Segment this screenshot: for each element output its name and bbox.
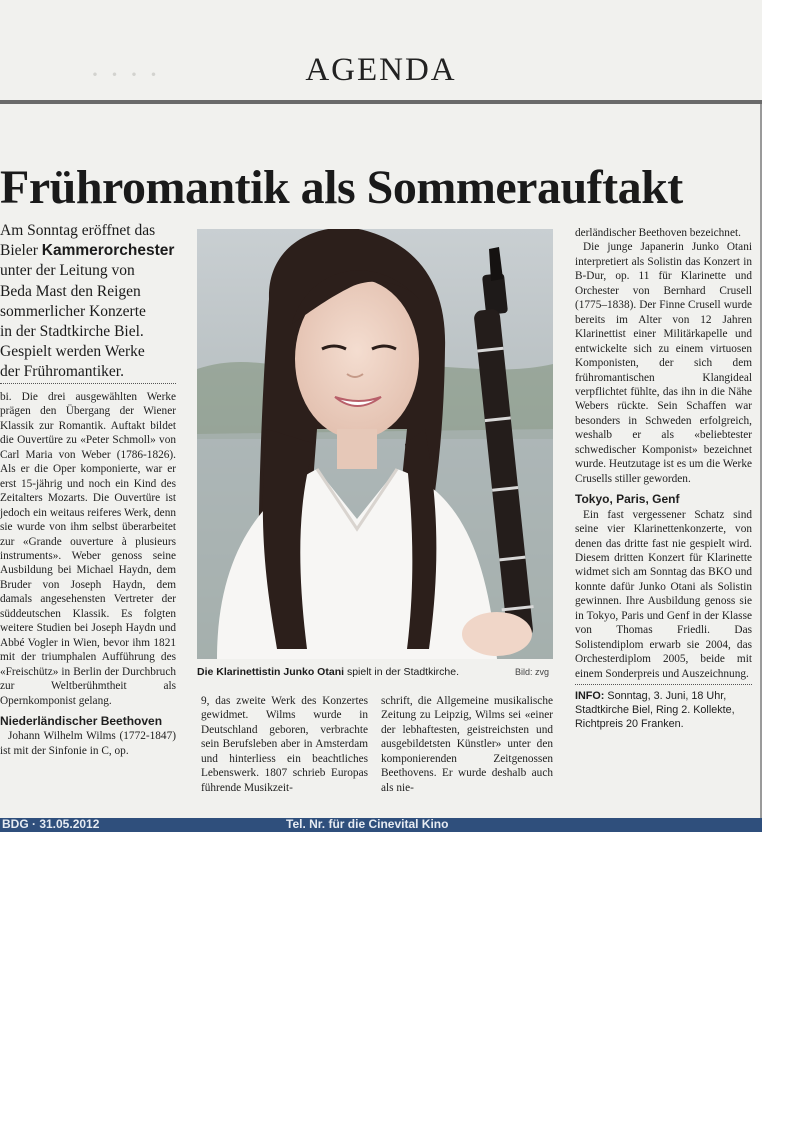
info-divider <box>575 684 752 685</box>
body-paragraph: derländischer Beethoven bezeichnet. <box>575 227 741 239</box>
subheading: Tokyo, Paris, Genf <box>575 492 680 507</box>
article-headline: Frühromantik als Sommerauftakt <box>0 161 683 214</box>
lead-line: Am Sonntag eröffnet das <box>0 222 156 239</box>
body-paragraph: Ein fast vergessener Schatz sind seine vier Klarinettenkonzerte, von denen das dritte fast nie gespielt wird. Diesem dritten Konzert für Klarinette widmet sich am Sonntag das BKO und konnte dafür Junko Otani als Solistin gewinnen. Ihre Ausbildung genoss sie in Tokyo, Paris und Genf in der Klasse von Thomas Friedli. Das Solistendiplom erwarb sie 2004, das Orchesterdiplom 2005, beide mit einem Sonderpreis und Auszeichnung. <box>575 508 752 680</box>
photo-credit: Bild: zvg <box>514 667 549 677</box>
lead-line <box>0 241 195 261</box>
info-box <box>575 689 752 731</box>
article-photo <box>197 229 553 659</box>
lead-line: in der Stadtkirche Biel. <box>0 323 144 341</box>
body-column-3 <box>381 694 553 795</box>
footer-band <box>0 818 762 832</box>
body-paragraph: 9, das zweite Werk des Konzertes gewidmet. Wilms wurde in Deutschland geboren, verbrachte sein Berufsleben aber in Amsterdam und hinterliess ein beachtliches Lebenswerk. 1807 schrieb Europas führende Musikzeit- <box>201 695 368 794</box>
body-column-2 <box>201 694 368 795</box>
footer-text: Tel. Nr. für die Cinevital Kino <box>286 818 449 831</box>
lead-line: Beda Mast den Reigen <box>0 282 141 300</box>
body-paragraph: Johann Wilhelm Wilms (1772-1847) ist mit der Sinfonie in C, op. <box>0 730 176 757</box>
body-column-1 <box>0 390 176 758</box>
lead-emphasis: Kammerorchester <box>41 242 175 260</box>
subheading: Niederländischer Beethoven <box>0 713 163 728</box>
footer-date: BDG · 31.05.2012 <box>2 818 100 831</box>
lead-divider <box>0 383 176 384</box>
lead-line: der Frühromantiker. <box>0 363 124 381</box>
info-label: INFO: <box>575 690 605 703</box>
body-paragraph: Die junge Japanerin Junko Otani interpretiert als Solistin das Konzert in B-Dur, op. 11 für Klarinette und Orchester von Bernhard Crusell (1775–1838). Der Finne Crusell wurde bereits im Alter von 12 Jahren Klarinettist einer Militärkapelle und entwickelte sich zu einem virtuosen Komponisten, der sich dem frühromantischen Klangideal verpflichtet fühlte, das ihn in die Nähe Webers rückte. Sein Schaffen war besonders in Schweden erfolgreich, weshalb er als «beliebtester schwedischer Komponist» bezeichnet wurde. Heutzutage ist es um die Werke Crusells stiller geworden. <box>575 241 752 485</box>
body-paragraph: bi. Die drei ausgewählten Werke prägen den Übergang der Wiener Klassik zur Romantik. Auftakt bildet die Ouvertüre zu «Peter Schmoll» von Carl Maria von Weber (1786-1826). Als er die Oper komponierte, war er erst 15-jährig und noch ein Kind des Zeitalters Mozarts. Die Ouvertüre ist jedoch ein weitaus reiferes Werk, denn sie wurde von ihm selbst überarbeitet zur «Grande ouverture à plusieurs instruments». Weber genoss seine Ausbildung bei Michael Haydn, dem Bruder von Joseph Haydn, dem damals angesehensten Vertreter der süddeutschen Klassik. Es folgten weitere Studien bei Joseph Haydn und Abbé Vogler in Wien, bevor ihm 1821 mit der triumphalen Aufführung des «Freischütz» in Berlin der Durchbruch zur Weltberühmtheit als Opernkomponist gelang. <box>0 391 176 707</box>
lead-line: Gespielt werden Werke <box>0 343 145 361</box>
clarinetist-photo <box>197 229 553 659</box>
body-column-4 <box>575 226 752 731</box>
column-edge-rule <box>760 104 762 818</box>
rubric-rule <box>0 100 762 104</box>
bleed-through-text: · · · · <box>90 58 160 91</box>
caption-bold: Die Klarinettistin Junko Otani <box>197 666 345 678</box>
info-text: Sonntag, 3. Juni, 18 Uhr, Stadtkirche Biel, Ring 2. Kollekte, Richtpreis 20 Franken. <box>575 690 735 731</box>
body-paragraph: schrift, die Allgemeine musikalische Zeitung zu Leipzig, Wilms sei «einer der lebhaftesten, geistreichsten und ausgebildetsten Künstler» unter den komponierenden Zeitgenossen Beethovens. Er wurde deshalb auch als nie- <box>381 695 553 794</box>
caption-text: spielt in der Stadtkirche. <box>344 666 460 678</box>
lead-text: Bieler <box>0 242 42 260</box>
article-lead <box>0 221 195 383</box>
section-rubric: AGENDA <box>305 52 457 88</box>
lead-line: unter der Leitung von <box>0 262 135 280</box>
lead-line: sommerlicher Konzerte <box>0 302 146 320</box>
photo-caption <box>197 666 553 678</box>
